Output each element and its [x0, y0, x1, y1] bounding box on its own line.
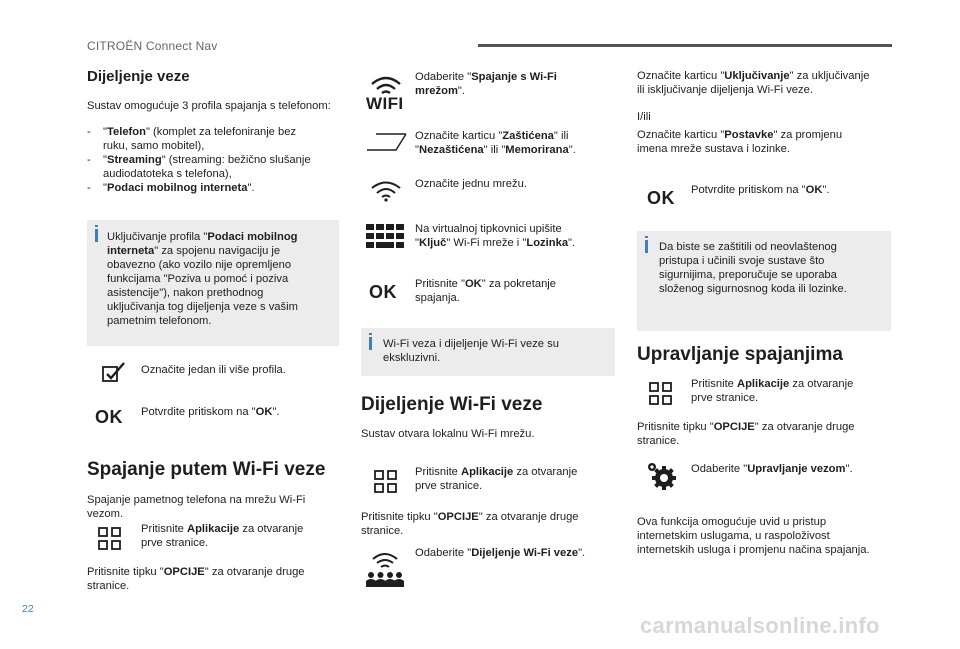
- applications-grid-icon: [373, 469, 399, 495]
- gears-icon: [646, 461, 678, 493]
- page-number: 22: [22, 603, 34, 615]
- keyboard-icon: [366, 224, 406, 250]
- step-options-button-3: Pritisnite tipku "OPCIJE" za otvaranje druge stranice.: [637, 421, 855, 447]
- header-rule: [478, 44, 892, 47]
- profile-item-mobile-data: - "Podaci mobilnog interneta".: [87, 182, 255, 194]
- profile-list: [87, 125, 347, 195]
- ok-icon: OK: [647, 188, 675, 208]
- and-or-label: I/ili: [637, 111, 651, 123]
- applications-grid-icon: [97, 526, 123, 552]
- step-select-profiles: Označite jedan ili više profila.: [141, 364, 286, 376]
- step-select-wifi-network: Odaberite "Spajanje s Wi-Fi mrežom".: [415, 71, 557, 97]
- step-select-network: Označite jednu mrežu.: [415, 178, 527, 190]
- step-options-button: Pritisnite tipku "OPCIJE" za otvaranje druge stranice.: [87, 566, 305, 592]
- ok-icon: OK: [369, 282, 397, 302]
- wifi-sharing-icon: [366, 550, 404, 588]
- step-options-button-2: Pritisnite tipku "OPCIJE" za otvaranje druge stranice.: [361, 511, 579, 537]
- info-note-security: Da biste se zaštitili od neovlaštenog pristupa i učinili svoje sustave što sigurnijima, preporučuje se uporaba složenog sigurnosnog koda ili lozinke.: [637, 231, 891, 331]
- wifi-label: WIFI: [366, 94, 404, 113]
- info-note-exclusive: Wi-Fi veza i dijeljenje Wi-Fi veze su ekskluzivni.: [361, 328, 615, 376]
- sharing-intro: Sustav omogućuje 3 profila spajanja s telefonom:: [87, 100, 331, 112]
- step-select-connection-management: Odaberite "Upravljanje vezom".: [691, 463, 853, 475]
- heading-wifi-connection: Spajanje putem Wi-Fi veze: [87, 459, 326, 480]
- wifi-connection-intro: Spajanje pametnog telefona na mrežu Wi-Fi vezom.: [87, 494, 306, 520]
- info-note-mobile-data: Uključivanje profila "Podaci mobilnog interneta" za spojenu navigaciju je obavezno (ako vozilo nije opremljeno funkcijama "Poziva u pomoć i poziva asistencije"), nakon prethodnog uključivanja tog dijeljenja veze s vašim pametnim telefonom.: [87, 220, 339, 346]
- step-settings-tab: Označite karticu "Postavke" za promjenu imena mreže sustava i lozinke.: [637, 129, 843, 155]
- checkbox-check-icon: [101, 361, 127, 385]
- step-enable-tab: Označite karticu "Uključivanje" za uključivanje ili isključivanje dijeljenja Wi-Fi veze.: [637, 70, 870, 96]
- ok-icon: OK: [95, 407, 123, 427]
- step-confirm-ok-3: Potvrdite pritiskom na "OK".: [691, 184, 830, 196]
- step-select-tab: Označite karticu "Zaštićena" ili "Nezaštićena" ili "Memorirana".: [415, 130, 576, 156]
- connection-management-description: Ova funkcija omogućuje uvid u pristup internetskim uslugama, u raspoloživost internetskih usluga i promjenu načina spajanja.: [637, 516, 870, 556]
- profile-item-phone: - "Telefon" (komplet za telefoniranje bez ruku, samo mobitel),: [87, 126, 297, 152]
- step-select-wifi-sharing: Odaberite "Dijeljenje Wi-Fi veze".: [415, 547, 586, 559]
- watermark: carmanualsonline.info: [640, 613, 880, 638]
- wifi-network-icon: [370, 180, 402, 202]
- heading-connection-management: Upravljanje spajanjima: [637, 344, 843, 365]
- step-confirm-ok: Potvrdite pritiskom na "OK".: [141, 406, 280, 418]
- heading-connection-sharing: Dijeljenje veze: [87, 68, 190, 85]
- wifi-sharing-intro: Sustav otvara lokalnu Wi-Fi mrežu.: [361, 428, 535, 440]
- applications-grid-icon: [648, 381, 674, 407]
- step-enter-key: Na virtualnoj tipkovnici upišite "Ključ" Wi-Fi mreže i "Lozinka".: [415, 223, 576, 249]
- tab-icon: [366, 132, 408, 152]
- heading-wifi-sharing: Dijeljenje Wi-Fi veze: [361, 394, 543, 415]
- manual-header-title: CITROËN Connect Nav: [87, 39, 218, 53]
- step-open-applications-2: Pritisnite Aplikacije za otvaranje prve stranice.: [415, 466, 578, 492]
- step-open-applications: Pritisnite Aplikacije za otvaranje prve stranice.: [141, 523, 304, 549]
- profile-item-streaming: - "Streaming" (streaming: bežično slušanje audiodatoteka s telefona),: [87, 154, 311, 180]
- step-open-applications-3: Pritisnite Aplikacije za otvaranje prve stranice.: [691, 378, 854, 404]
- step-start-connection: Pritisnite "OK" za pokretanje spajanja.: [415, 278, 557, 304]
